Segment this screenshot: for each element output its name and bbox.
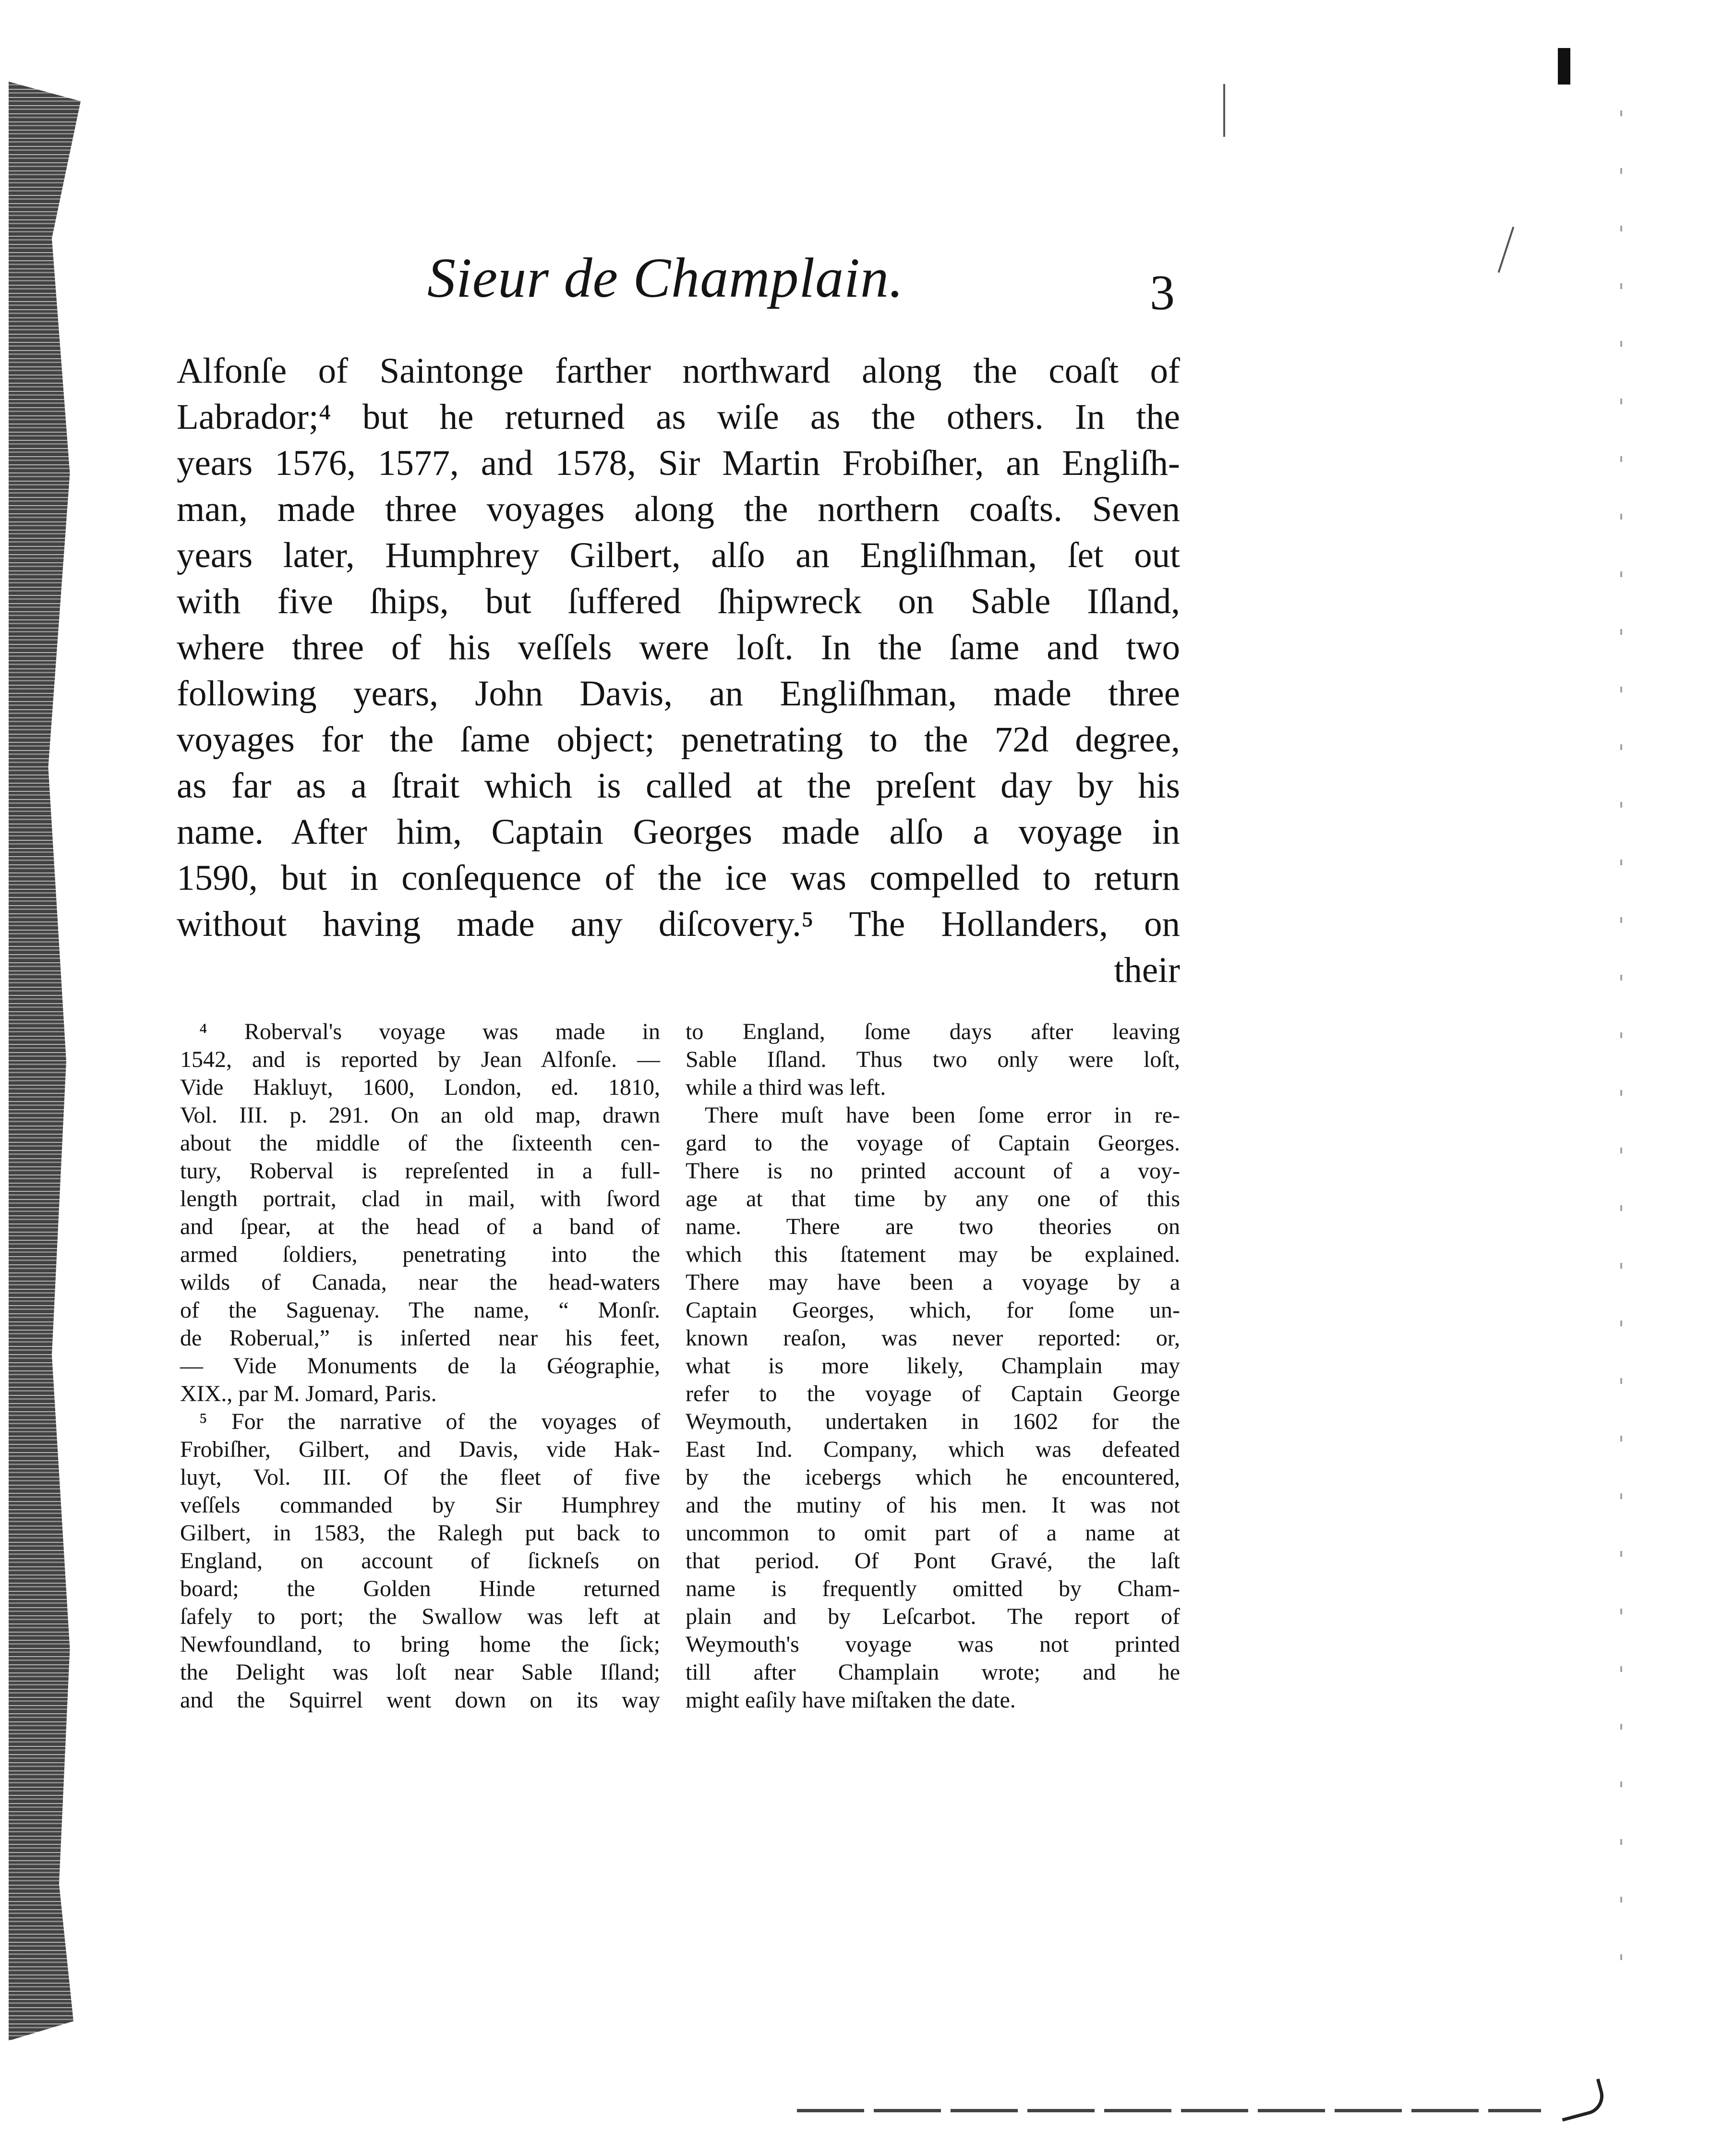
footnote-4-line: wilds of Canada, near the head-waters [180, 1270, 660, 1295]
text-line: name. After him, Captain Georges made alſo a voyage in [177, 812, 1180, 852]
footnotes-right-column [686, 1018, 1180, 1714]
footnote-5-line: Newfoundland, to bring home the ſick; [180, 1632, 660, 1657]
footnote-5-line: luyt, Vol. III. Of the fleet of five [180, 1465, 660, 1490]
footnote-4-line: de Roberual,” is inſerted near his feet, [180, 1325, 660, 1351]
footnote-5-line: to England, ſome days after leaving [686, 1019, 1180, 1044]
page-number: 3 [1150, 265, 1175, 320]
footnote-5-line: ſafely to port; the Swallow was left at [180, 1604, 660, 1629]
footnote-5-line: name. There are two theories on [686, 1214, 1180, 1239]
footnote-5-line: East Ind. Company, which was defeated [686, 1437, 1180, 1462]
footnote-5-line: Frobiſher, Gilbert, and Davis, vide Hak- [180, 1437, 660, 1462]
footnote-5-line: while a third was left. [686, 1075, 886, 1100]
footnote-4-line: armed ſoldiers, penetrating into the [180, 1242, 660, 1267]
footnote-5-line: There may have been a voyage by a [686, 1270, 1180, 1295]
footnote-5-line: ⁵ For the narrative of the voyages of [199, 1409, 660, 1434]
footnote-5-line: and the mutiny of his men. It was not [686, 1492, 1180, 1518]
footnote-5-line: might eaſily have miſtaken the date. [686, 1687, 1016, 1713]
footnote-5-line: till after Champlain wrote; and he [686, 1659, 1180, 1685]
footnote-4-line: 1542, and is reported by Jean Alfonſe. — [180, 1047, 660, 1072]
footnote-5-line: what is more likely, Champlain may [686, 1353, 1180, 1379]
footnote-5-line: refer to the voyage of Captain George [686, 1381, 1180, 1406]
footnote-5-line: There muſt have been ſome error in re- [705, 1102, 1180, 1128]
footnote-4-line: Vol. III. p. 291. On an old map, drawn [180, 1102, 660, 1128]
text-line: years 1576, 1577, and 1578, Sir Martin Frobiſher, an Engliſh- [177, 443, 1180, 483]
footnote-5-line: that period. Of Pont Gravé, the laſt [686, 1548, 1180, 1574]
footnote-4-line: tury, Roberval is repreſented in a full- [180, 1158, 660, 1184]
text-line: voyages for the ſame object; penetrating to the 72d degree, [177, 720, 1180, 760]
footnote-5-line: gard to the voyage of Captain Georges. [686, 1130, 1180, 1156]
footnote-5-line: Weymouth, undertaken in 1602 for the [686, 1409, 1180, 1434]
scan-corner-mark [1558, 48, 1570, 85]
catchword: their [1114, 950, 1180, 990]
footnote-5-line: which this ſtatement may be explained. [686, 1242, 1180, 1267]
footnote-4-line: — Vide Monuments de la Géographie, [180, 1353, 660, 1379]
footnote-4-line: ⁴ Roberval's voyage was made in [199, 1019, 660, 1044]
scan-edge-marks [1620, 110, 1622, 1983]
scan-slash-mark [1498, 227, 1515, 273]
footnote-5-line: England, on account of ſickneſs on [180, 1548, 660, 1574]
footnote-4-line: length portrait, clad in mail, with ſword [180, 1186, 660, 1211]
footnote-5-line: known reaſon, was never reported: or, [686, 1325, 1180, 1351]
text-line: 1590, but in conſequence of the ice was compelled to return [177, 858, 1180, 898]
footnote-5-line: veſſels commanded by Sir Humphrey [180, 1492, 660, 1518]
text-line: years later, Humphrey Gilbert, alſo an Engliſhman, ſet out [177, 535, 1180, 575]
footnote-4-line: about the middle of the ſixteenth cen- [180, 1130, 660, 1156]
scan-tick-mark [1223, 84, 1225, 137]
text-line: as far as a ſtrait which is called at the preſent day by his [177, 766, 1180, 806]
footnote-5-line: by the icebergs which he encountered, [686, 1465, 1180, 1490]
footnote-4-line: and ſpear, at the head of a band of [180, 1214, 660, 1239]
scan-bottom-hook [1554, 2079, 1608, 2122]
text-line: man, made three voyages along the northern coaſts. Seven [177, 489, 1180, 529]
footnote-5-line: Weymouth's voyage was not printed [686, 1632, 1180, 1657]
text-line: Labrador;⁴ but he returned as wiſe as the others. In the [177, 397, 1180, 437]
footnote-5-line: uncommon to omit part of a name at [686, 1520, 1180, 1546]
text-line: with five ſhips, but ſuffered ſhipwreck on Sable Iſland, [177, 581, 1180, 621]
footnote-4-line: of the Saguenay. The name, “ Monſr. [180, 1297, 660, 1323]
scan-bottom-rule [797, 2109, 1541, 2112]
footnote-5-line: age at that time by any one of this [686, 1186, 1180, 1211]
footnote-5-line: Sable Iſland. Thus two only were loſt, [686, 1047, 1180, 1072]
footnotes-left-column [180, 1018, 660, 1714]
footnote-5-line: plain and by Leſcarbot. The report of [686, 1604, 1180, 1629]
footnote-5-line: board; the Golden Hinde returned [180, 1576, 660, 1601]
footnote-4-line: Vide Hakluyt, 1600, London, ed. 1810, [180, 1075, 660, 1100]
footnote-5-line: and the Squirrel went down on its way [180, 1687, 660, 1713]
text-line: where three of his veſſels were loſt. In the ſame and two [177, 628, 1180, 667]
footnote-5-line: the Delight was loſt near Sable Iſland; [180, 1659, 660, 1685]
footnote-4-line: XIX., par M. Jomard, Paris. [180, 1381, 437, 1406]
text-line: Alfonſe of Saintonge farther northward along the coaſt of [177, 351, 1180, 391]
text-line: following years, John Davis, an Engliſhman, made three [177, 674, 1180, 714]
footnote-5-line: name is frequently omitted by Cham- [686, 1576, 1180, 1601]
running-title: Sieur de Champlain. [427, 246, 904, 309]
text-line: without having made any diſcovery.⁵ The Hollanders, on [177, 904, 1180, 944]
footnote-5-line: There is no printed account of a voy- [686, 1158, 1180, 1184]
main-text-block [177, 348, 1180, 993]
footnote-5-line: Gilbert, in 1583, the Ralegh put back to [180, 1520, 660, 1546]
scan-edge-shadow [9, 82, 81, 2041]
footnote-5-line: Captain Georges, which, for ſome un- [686, 1297, 1180, 1323]
